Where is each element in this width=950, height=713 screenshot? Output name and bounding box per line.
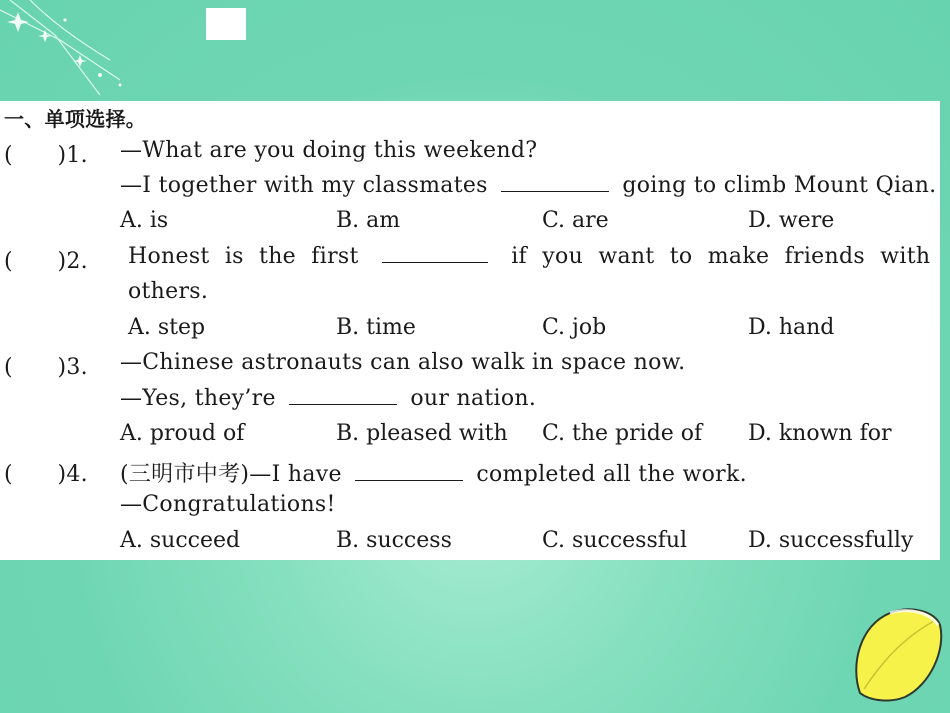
question-1-option-b: B. am (336, 208, 401, 233)
question-1-prefix: ( )1. (4, 143, 88, 168)
question-4-option-c: C. successful (542, 528, 688, 553)
question-2-option-c: C. job (542, 315, 607, 340)
question-3-line-1: —Chinese astronauts can also walk in space now. (120, 350, 686, 375)
question-4-line-1a: (三明市中考)—I have (120, 462, 342, 487)
question-4-line-2: —Congratulations! (120, 492, 336, 517)
question-2-prefix: ( )2. (4, 249, 88, 274)
leaf-decoration-icon (850, 605, 946, 703)
question-2-option-d: D. hand (748, 315, 835, 340)
question-3-line-2 (120, 386, 536, 411)
question-1-line-1: —What are you doing this weekend? (120, 138, 538, 163)
question-3-option-d: D. known for (748, 421, 892, 446)
question-2-line-1b: if you want to make friends with (511, 244, 931, 269)
question-1-option-a: A. is (120, 208, 169, 233)
question-4-line-1 (120, 457, 747, 488)
sparkle-decoration-icon (0, 0, 150, 100)
answer-blank (501, 173, 609, 192)
question-1-option-d: D. were (748, 208, 835, 233)
question-3-option-a: A. proud of (120, 421, 245, 446)
question-3-prefix: ( )3. (4, 355, 88, 380)
question-2-line-1 (128, 244, 930, 269)
white-square (206, 8, 246, 40)
section-heading: 一、单项选择。 (4, 107, 147, 131)
question-3-option-b: B. pleased with (336, 421, 508, 446)
question-3-line-2b: our nation. (410, 386, 537, 411)
question-1-line-2b: going to climb Mount Qian. (622, 173, 937, 198)
question-2-option-a: A. step (128, 315, 206, 340)
question-1-line-2a: —I together with my classmates (120, 173, 488, 198)
question-4-option-b: B. success (336, 528, 452, 553)
question-3-line-2a: —Yes, they’re (120, 386, 276, 411)
question-2-line-1a: Honest is the first (128, 244, 359, 269)
question-2-option-b: B. time (336, 315, 416, 340)
question-4-option-a: A. succeed (120, 528, 241, 553)
question-2-line-2: others. (128, 279, 209, 304)
question-1-line-2 (120, 173, 936, 198)
question-4-option-d: D. successfully (748, 528, 914, 553)
question-3-option-c: C. the pride of (542, 421, 703, 446)
question-panel (0, 101, 940, 560)
question-4-prefix: ( )4. (4, 462, 88, 487)
question-4-line-1b: completed all the work. (476, 462, 747, 487)
answer-blank (355, 462, 463, 481)
answer-blank (289, 386, 397, 405)
question-1-option-c: C. are (542, 208, 609, 233)
answer-blank (382, 244, 488, 263)
